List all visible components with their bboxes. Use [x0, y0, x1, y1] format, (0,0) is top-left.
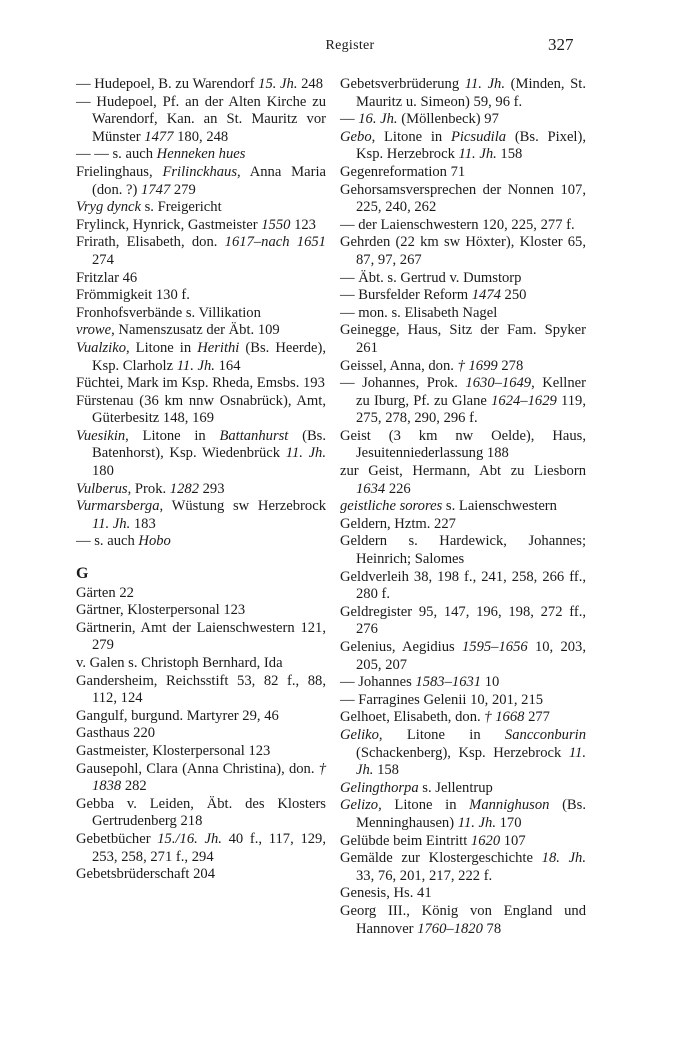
index-entry: Geinegge, Haus, Sitz der Fam. Spyker 261 — [340, 322, 586, 356]
index-column-right — [340, 76, 586, 938]
index-entry: Gastmeister, Klosterpersonal 123 — [76, 742, 271, 759]
index-entry: Gärtner, Klosterpersonal 123 — [76, 602, 246, 619]
index-entry: Geldern, Hztm. 227 — [340, 515, 456, 532]
index-entry: Frömmigkeit 130 f. — [76, 287, 190, 304]
running-header-title: Register — [325, 38, 375, 53]
index-entry: — s. auch Hobo — [76, 533, 171, 550]
index-entry: Gegenreformation 71 — [340, 163, 466, 180]
index-entry: Gehorsamsversprechen der Nonnen 107, 225, 240, 262 — [340, 181, 586, 216]
index-entry: Vryg dynck s. Freigericht — [76, 199, 222, 216]
index-entry: Gangulf, burgund. Martyrer 29, 46 — [76, 707, 279, 724]
index-entry: Geliko, Litone in Sancconburin (Schackenberg), Ksp. Herzebrock 11. Jh. 158 — [340, 726, 586, 779]
index-entry: Vulberus, Prok. 1282 293 — [76, 480, 225, 497]
index-entry: Geldregister 95, 147, 196, 198, 272 ff., 276 — [340, 603, 586, 638]
index-entry: Gausepohl, Clara (Anna Christina), don. † 1838 282 — [76, 760, 326, 795]
index-entry: Gelenius, Aegidius 1595–1656 10, 203, 205, 207 — [340, 639, 586, 673]
index-entry: Geldern s. Hardewick, Johannes; Heinrich; Salomes — [340, 533, 586, 568]
page-number: 327 — [548, 35, 574, 54]
index-entry: — Hudepoel, Pf. an der Alten Kirche zu Warendorf, Kan. an St. Mauritz vor Münster 1477 180, 248 — [76, 93, 326, 145]
index-entry: — Äbt. s. Gertrud v. Dumstorp — [340, 269, 522, 286]
index-entry: Vurmarsberga, Wüstung sw Herzebrock 11. Jh. 183 — [76, 498, 326, 532]
index-entry: Gemälde zur Klostergeschichte 18. Jh. 33, 76, 201, 217, 222 f. — [340, 850, 586, 884]
index-entry: Gelhoet, Elisabeth, don. † 1668 277 — [340, 709, 550, 726]
index-entry: Gärtnerin, Amt der Laienschwestern 121, 279 — [76, 619, 326, 654]
index-entry: Vualziko, Litone in Herithi (Bs. Heerde), Ksp. Clarholz 11. Jh. 164 — [76, 339, 326, 374]
index-entry: Geissel, Anna, don. † 1699 278 — [340, 357, 524, 374]
index-entry: — Hudepoel, B. zu Warendorf 15. Jh. 248 — [76, 76, 324, 92]
index-entry: Geldverleih 38, 198 f., 241, 258, 266 ff., 280 f. — [340, 568, 586, 603]
index-entry: Gebetsbrüderschaft 204 — [76, 866, 215, 883]
index-entry: — Farragines Gelenii 10, 201, 215 — [340, 691, 544, 708]
index-column-left — [76, 76, 326, 884]
index-entry: Fritzlar 46 — [76, 269, 138, 286]
index-entry: — der Laienschwestern 120, 225, 277 f. — [340, 216, 575, 233]
index-entry: Füchtei, Mark im Ksp. Rheda, Emsbs. 193 — [76, 375, 325, 392]
index-entry: — Johannes, Prok. 1630–1649, Kellner zu Iburg, Pf. zu Glane 1624–1629 119, 275, 278, 290, 296 f. — [340, 375, 586, 427]
index-entry: geistliche sorores s. Laienschwestern — [340, 498, 557, 515]
index-entry: zur Geist, Hermann, Abt zu Liesborn 1634 226 — [340, 463, 586, 497]
index-entry: Gebba v. Leiden, Äbt. des Klosters Gertrudenberg 218 — [76, 795, 326, 830]
index-entry: Genesis, Hs. 41 — [340, 885, 432, 902]
index-entry: Frylinck, Hynrick, Gastmeister 1550 123 — [76, 216, 316, 233]
index-entry: — — s. auch Henneken hues — [76, 146, 246, 163]
index-entry: Fronhofsverbände s. Villikation — [76, 304, 261, 321]
index-entry: Frielinghaus, Frilinckhaus, Anna Maria (don. ?) 1747 279 — [76, 163, 326, 198]
index-entry: Gelübde beim Eintritt 1620 107 — [340, 832, 526, 849]
index-entry: v. Galen s. Christoph Bernhard, Ida — [76, 655, 283, 671]
index-entry: Gärten 22 — [76, 584, 134, 601]
index-entry: — Bursfelder Reform 1474 250 — [340, 287, 527, 304]
index-entry: Gehrden (22 km sw Höxter), Kloster 65, 87, 97, 267 — [340, 234, 586, 268]
index-entry: Gasthaus 220 — [76, 725, 156, 742]
index-entry: Geist (3 km nw Oelde), Haus, Jesuitenniederlassung 188 — [340, 427, 586, 462]
section-letter-heading: G — [76, 565, 89, 583]
index-entry: — 16. Jh. (Möllenbeck) 97 — [340, 111, 499, 128]
index-entry: Fürstenau (36 km nnw Osnabrück), Amt, Güterbesitz 148, 169 — [76, 392, 326, 427]
index-entry: Gelizo, Litone in Mannighuson (Bs. Menninghausen) 11. Jh. 170 — [340, 797, 586, 831]
index-entry: Vuesikin, Litone in Battanhurst (Bs. Batenhorst), Ksp. Wiedenbrück 11. Jh. 180 — [76, 427, 327, 480]
index-entry: Georg III., König von England und Hannover 1760–1820 78 — [340, 902, 586, 937]
index-entry: Gelingthorpa s. Jellentrup — [340, 779, 493, 796]
index-entry: Gebo, Litone in Picsudila (Bs. Pixel), Ksp. Herzebrock 11. Jh. 158 — [340, 128, 586, 163]
index-entry: — Johannes 1583–1631 10 — [340, 674, 500, 691]
index-entry: Gebetsverbrüderung 11. Jh. (Minden, St. Mauritz u. Simeon) 59, 96 f. — [340, 76, 586, 110]
index-entry: Gandersheim, Reichsstift 53, 82 f., 88, 112, 124 — [76, 672, 326, 707]
index-entry: — mon. s. Elisabeth Nagel — [340, 304, 498, 321]
index-entry: vrowe, Namenszusatz der Äbt. 109 — [76, 322, 280, 339]
index-entry: Gebetbücher 15./16. Jh. 40 f., 117, 129, 253, 258, 271 f., 294 — [76, 830, 326, 865]
index-entry: Frirath, Elisabeth, don. 1617–nach 1651 274 — [76, 234, 326, 268]
